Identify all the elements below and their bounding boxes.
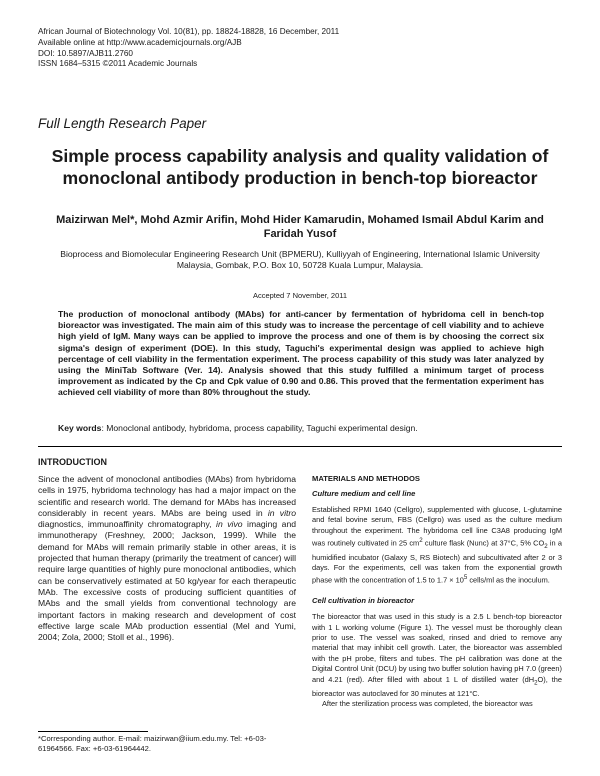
introduction-paragraph: Since the advent of monoclonal antibodies (MAbs) from hybridoma cells in 1975, hybridoma technology has had a major impact on the scientific and research world. The demand for MAbs has increased considerably in recent years. MAbs are being used in in vitro diagnostics, immunoaffinity chromatography, in vivo imaging and immunotherapy (Freshney, 2000; Jackson, 1999). While the demand for MAbs will remain primarily stable in other areas, it is projected that human therapy (primarily the treatment of cancer) will require large quantities of highly pure monoclonal antibodies, which can be conservatively estimated at 50 kg/year for each therapeutic MAb. The excessive costs of producing sufficient quantities of MAbs and the small yields from conventional technology are important factors in making research and development of cost effective large scale MAb production essential (Mel and Yumi, 2004; Zola, 2000; Stoll et al., 1996).	[38, 474, 297, 643]
sterilization-paragraph: After the sterilization process was completed, the bioreactor was	[322, 698, 533, 708]
section-divider	[38, 446, 562, 447]
journal-doi: DOI: 10.5897/AJB11.2760	[38, 48, 133, 58]
abstract: The production of monoclonal antibody (MAbs) for anti-cancer by fermentation of hybridoma cell in bench-top bioreactor was investigated. The main aim of this study was to increase the percentage of cell viability and to achieve high yield of IgM. Many ways can be applied to improve the process and one of them is by choosing the correct six sigma's design of experiment (DOE). In this study, Taguchi's experimental design was applied to achieve high percentage of cell viability in the fermentation experiment. The process capability of this study was later analyzed by using the MiniTab Software (Ver. 14). Analysis showed that this study fulfilled a minimum target of process improvement as indicated by the Cp and Cpk value of 0.90 and 0.86. This proved that the fermentation experiment has achieved cell viability of more than 80% throughout the study.	[58, 309, 544, 398]
journal-online-url: Available online at http://www.academicjournals.org/AJB	[38, 37, 242, 47]
journal-header	[38, 27, 339, 70]
corresponding-author-footnote: *Corresponding author. E-mail: maizirwan@iium.edu.my. Tel: +6-03-61964566. Fax: +6-03-61964442.	[38, 734, 267, 754]
journal-citation: African Journal of Biotechnology Vol. 10(81), pp. 18824-18828, 16 December, 2011	[38, 27, 340, 36]
footnote-divider	[38, 731, 148, 732]
left-column	[38, 457, 296, 643]
methods-heading: MATERIALS AND METHODOS	[312, 474, 420, 483]
keywords-text: : Monoclonal antibody, hybridoma, process capability, Taguchi experimental design.	[101, 423, 418, 433]
affiliation: Bioprocess and Biomolecular Engineering Research Unit (BPMERU), Kulliyyah of Engineering, International Islamic University Malaysia, Gombak, P.O. Box 10, 50728 Kuala Lumpur, Malaysia.	[60, 249, 540, 270]
culture-medium-paragraph: Established RPMI 1640 (Cellgro), supplemented with glucose, L-glutamine and fetal bovine serum, FBS (Cellgro) was used as the culture medium throughout the experiment. The hybridoma cell line C3A8 producing IgM was routinely cultivated in 25 $cm^2$ culture flask (Nunc) at 37°C, 5% $CO_2$ in a humidified incubator (Galaxy S, RS Biotech) and subcultivated after 2 or 3 days. For the experiments, cell was taken from the exponential growth phase with the concentration of 1.5 to $1.7 \times 10^5$ cells/ml as the inoculum.	[312, 505, 562, 585]
author-list: Maizirwan Mel*, Mohd Azmir Arifin, Mohd Hider Kamarudin, Mohamed Ismail Abdul Karim and Faridah Yusof	[56, 214, 544, 240]
culture-medium-subheading: Culture medium and cell line	[312, 489, 416, 498]
cell-cultivation-paragraph: The bioreactor that was used in this study is a 2.5 L bench-top bioreactor with 1 L working volume (Figure 1). The vessel must be thoroughly clean prior to use. The vessel was soaked, rinsed and dried to remove any material that may inhibit cell growth. Later, the bioreactor was assembled with the pH probe, filters and tubes. The pH calibration was done at the Digital Control Unit (DCU) by using two buffer solution having pH 7.0 (green) and 4.21 (red). After filled with about 1 L of distilled water $(dH_2O)$, the bioreactor was autoclaved for 30 minutes at 121°C.	[312, 612, 562, 698]
keywords-label: Key words	[58, 423, 102, 433]
right-column	[312, 474, 562, 719]
paper-type: Full Length Research Paper	[38, 116, 207, 131]
introduction-heading: INTRODUCTION	[38, 457, 107, 467]
keywords	[58, 423, 548, 434]
paper-title: Simple process capability analysis and quality validation of monoclonal antibody production in bench-top bioreactor	[51, 146, 549, 188]
journal-issn: ISSN 1684–5315 ©2011 Academic Journals	[38, 59, 198, 69]
cell-cultivation-subheading: Cell cultivation in bioreactor	[312, 596, 415, 606]
accepted-date: Accepted 7 November, 2011	[252, 291, 348, 300]
